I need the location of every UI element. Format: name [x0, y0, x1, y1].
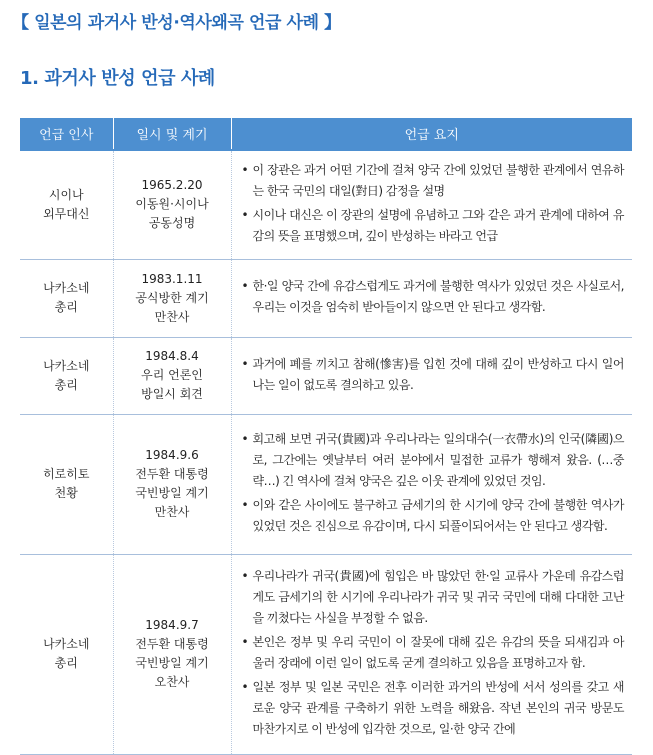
summary-cell: [231, 414, 632, 554]
section-title: 1. 과거사 반성 언급 사례: [20, 68, 215, 89]
summary-point: • 시이나 대신은 이 장관의 설명에 유념하고 그와 같은 과거 관계에 대하여 유감의 뜻을 표명했으며, 깊이 반성하는 바라고 언급: [242, 205, 625, 247]
occasion-line: 오찬사: [154, 675, 190, 689]
apology-cases-table: [20, 118, 632, 755]
occasion-cell: [113, 414, 231, 554]
person-line: 천황: [54, 486, 78, 500]
table-row: [20, 414, 632, 554]
table-row: [20, 554, 632, 754]
person-line: 나카소네: [43, 358, 90, 373]
occasion-line: 전두환 대통령: [135, 467, 209, 481]
occasion-cell: [113, 337, 231, 414]
table-header-row: [20, 118, 632, 150]
summary-cell: [231, 150, 632, 259]
occasion-line: 1984.9.6: [145, 448, 199, 462]
occasion-line: 우리 언론인: [141, 368, 203, 382]
occasion-line: 이동원·시이나: [135, 197, 209, 212]
person-line: 총리: [54, 377, 78, 392]
occasion-line: 1984.8.4: [145, 349, 199, 363]
summary-point: • 본인은 정부 및 우리 국민이 이 잘못에 대해 깊은 유감의 뜻을 되새김과 아울러 장래에 이런 일이 없도록 굳게 결의하고 있음을 표명하고자 함.: [242, 632, 625, 674]
summary-cell: [231, 259, 632, 337]
person-line: 총리: [54, 300, 78, 314]
occasion-line: 국빈방일 계기: [135, 486, 209, 500]
person-cell: [20, 337, 113, 414]
occasion-line: 1984.9.7: [145, 618, 199, 632]
occasion-cell: [113, 259, 231, 337]
header-occasion: 일시 및 계기: [113, 118, 231, 150]
summary-point: • 회고해 보면 귀국(貴國)과 우리나라는 일의대수(一衣帶水)의 인국(隣國)으로, 그간에는 옛날부터 여러 분야에서 밀접한 교류가 행해져 왔음. (…중략…) 긴 역사에 걸쳐 양국은 깊은 이웃 관계에 있었던 것임.: [242, 429, 625, 492]
occasion-line: 1965.2.20: [141, 178, 203, 193]
summary-cell: [231, 554, 632, 754]
person-cell: [20, 554, 113, 754]
person-cell: [20, 259, 113, 337]
summary-point: • 이와 같은 사이에도 불구하고 금세기의 한 시기에 양국 간에 불행한 역사가 있었던 것은 진심으로 유감이며, 다시 되풀이되어서는 안 된다고 생각함.: [242, 495, 625, 537]
occasion-line: 만찬사: [154, 505, 190, 519]
header-person: 언급 인사: [20, 118, 113, 150]
occasion-line: 방일시 회견: [141, 387, 203, 401]
occasion-line: 전두환 대통령: [135, 637, 209, 651]
person-line: 총리: [54, 656, 78, 670]
occasion-line: 국빈방일 계기: [135, 656, 209, 670]
occasion-line: 공식방한 계기: [135, 290, 209, 305]
person-line: 외무대신: [43, 206, 90, 221]
summary-point: • 우리나라가 귀국(貴國)에 힘입은 바 많았던 한·일 교류사 가운데 유감스럽게도 금세기의 한 시기에 우리나라가 귀국 및 귀국 국민에 대해 다대한 고난을 끼쳤다는 사실을 부정할 수 없음.: [242, 566, 625, 629]
occasion-cell: [113, 150, 231, 259]
summary-point: • 일본 정부 및 일본 국민은 전후 이러한 과거의 반성에 서서 성의를 갖고 새로운 양국 관계를 구축하기 위한 노력을 해왔음. 작년 본인의 귀국 방문도 마찬가지로 이 반성에 입각한 것으로, 일·한 양국 간에: [242, 677, 625, 740]
person-cell: [20, 150, 113, 259]
occasion-line: 만찬사: [154, 309, 190, 324]
document-title: 【 일본의 과거사 반성·역사왜곡 언급 사례 】: [12, 13, 341, 33]
occasion-cell: [113, 554, 231, 754]
summary-point: • 한·일 양국 간에 유감스럽게도 과거에 불행한 역사가 있었던 것은 사실로서, 우리는 이것을 엄숙히 받아들이지 않으면 안 된다고 생각함.: [242, 276, 625, 318]
occasion-line: 공동성명: [148, 216, 196, 231]
header-summary: 언급 요지: [231, 118, 632, 150]
summary-cell: [231, 337, 632, 414]
table-row: [20, 337, 632, 414]
person-line: 나카소네: [43, 281, 90, 295]
person-cell: [20, 414, 113, 554]
occasion-line: 1983.1.11: [141, 271, 203, 286]
summary-point: • 과거에 폐를 끼치고 참해(慘害)를 입힌 것에 대해 깊이 반성하고 다시 일어나는 일이 없도록 결의하고 있음.: [242, 354, 625, 396]
table-row: [20, 150, 632, 259]
person-line: 나카소네: [43, 637, 90, 651]
person-line: 시이나: [48, 187, 84, 202]
person-line: 히로히토: [43, 467, 90, 481]
summary-point: • 이 장관은 과거 어떤 기간에 걸쳐 양국 간에 있었던 불행한 관계에서 연유하는 한국 국민의 대일(對日) 감정을 설명: [242, 160, 625, 202]
table-row: [20, 259, 632, 337]
